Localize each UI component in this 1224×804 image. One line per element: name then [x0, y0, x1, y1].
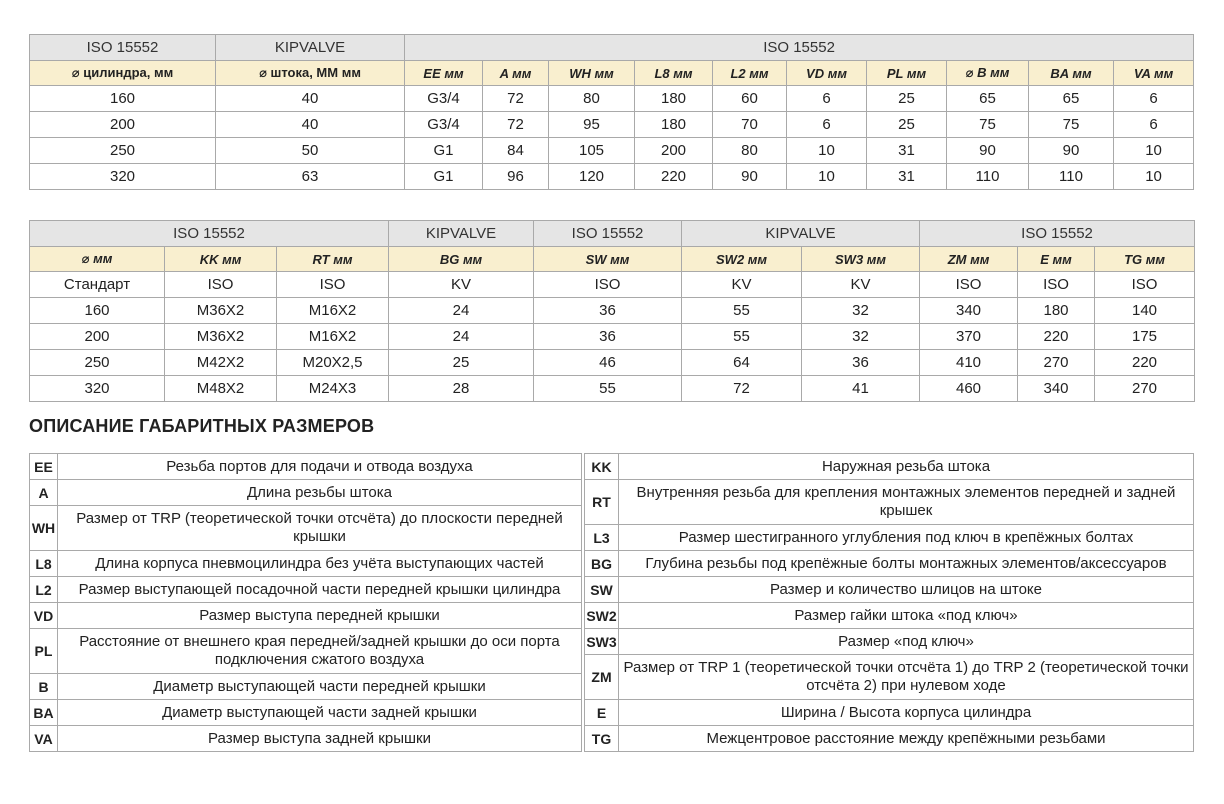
table-cell: 75: [1029, 112, 1114, 138]
column-header: EE мм: [405, 61, 483, 86]
table-cell: 25: [867, 86, 947, 112]
description-row: [585, 551, 1194, 577]
dimension-description: Размер гайки штока «под ключ»: [619, 603, 1194, 629]
table-cell: 25: [389, 350, 534, 376]
table-cell: 40: [216, 86, 405, 112]
table-cell: 80: [549, 86, 635, 112]
dimension-code: SW: [585, 577, 619, 603]
table-cell: 6: [787, 86, 867, 112]
table-cell: 31: [867, 164, 947, 190]
table-cell: 96: [483, 164, 549, 190]
dimension-description: Диаметр выступающей части задней крышки: [58, 700, 582, 726]
table-cell: 10: [1114, 138, 1194, 164]
table-cell: 55: [682, 298, 802, 324]
dimension-description: Глубина резьбы под крепёжные болты монтажных элементов/аксессуаров: [619, 551, 1194, 577]
table-cell: ISO: [534, 272, 682, 298]
table-cell: 200: [635, 138, 713, 164]
table-cell: G3/4: [405, 112, 483, 138]
table-row: [30, 350, 1195, 376]
description-row: [585, 603, 1194, 629]
table-cell: 200: [30, 112, 216, 138]
table-cell: M42X2: [165, 350, 277, 376]
table-cell: M20X2,5: [277, 350, 389, 376]
description-row: [30, 726, 582, 752]
table-cell: 180: [635, 86, 713, 112]
dimension-code: BA: [30, 700, 58, 726]
dimension-code: VA: [30, 726, 58, 752]
table-header-row: [30, 35, 1194, 61]
dimension-code: SW3: [585, 629, 619, 655]
table-cell: 250: [30, 350, 165, 376]
column-header: TG мм: [1095, 247, 1195, 272]
description-row: [30, 480, 582, 506]
table-cell: 180: [635, 112, 713, 138]
table-cell: 65: [1029, 86, 1114, 112]
dimension-description: Длина корпуса пневмоцилиндра без учёта выступающих частей: [58, 551, 582, 577]
table-cell: 10: [1114, 164, 1194, 190]
column-header: BA мм: [1029, 61, 1114, 86]
description-row: [30, 674, 582, 700]
description-row: [30, 700, 582, 726]
table-cell: M36X2: [165, 298, 277, 324]
column-group-header: ISO 15552: [30, 221, 389, 247]
table-row: [30, 376, 1195, 402]
table-cell: 55: [534, 376, 682, 402]
description-row: [30, 454, 582, 480]
dimension-description: Ширина / Высота корпуса цилиндра: [619, 700, 1194, 726]
table-cell: G1: [405, 164, 483, 190]
description-row: [585, 700, 1194, 726]
table-cell: 72: [483, 112, 549, 138]
column-group-header: KIPVALVE: [682, 221, 920, 247]
description-row: [30, 577, 582, 603]
table-cell: 75: [947, 112, 1029, 138]
table-cell: 46: [534, 350, 682, 376]
table-cell: 36: [802, 350, 920, 376]
column-group-header: ISO 15552: [534, 221, 682, 247]
dimension-code: ZM: [585, 655, 619, 700]
table-cell: 70: [713, 112, 787, 138]
table-cell: 320: [30, 164, 216, 190]
table-cell: 63: [216, 164, 405, 190]
table-cell: 95: [549, 112, 635, 138]
table-cell: 84: [483, 138, 549, 164]
table-cell: M16X2: [277, 324, 389, 350]
table-cell: 250: [30, 138, 216, 164]
column-header: VA мм: [1114, 61, 1194, 86]
table-cell: 105: [549, 138, 635, 164]
column-header: RT мм: [277, 247, 389, 272]
column-header: ⌀ B мм: [947, 61, 1029, 86]
table-cell: 160: [30, 86, 216, 112]
description-row: [585, 525, 1194, 551]
description-row: [585, 577, 1194, 603]
description-row: [30, 629, 582, 674]
column-header: L2 мм: [713, 61, 787, 86]
table-cell: 200: [30, 324, 165, 350]
dimension-description: Расстояние от внешнего края передней/задней крышки до оси порта подключения сжатого воздуха: [58, 629, 582, 674]
dimension-description: Диаметр выступающей части передней крышки: [58, 674, 582, 700]
table-row: [30, 164, 1194, 190]
table-cell: 80: [713, 138, 787, 164]
table-cell: 6: [1114, 112, 1194, 138]
table-row: [30, 86, 1194, 112]
section-heading: ОПИСАНИЕ ГАБАРИТНЫХ РАЗМЕРОВ: [29, 416, 375, 436]
dimension-description: Размер «под ключ»: [619, 629, 1194, 655]
dimension-description: Размер от TRP 1 (теоретической точки отсчёта 1) до TRP 2 (теоретической точки отсчёта 2) при нулевом ходе: [619, 655, 1194, 700]
table-cell: ISO: [1095, 272, 1195, 298]
table-cell: 270: [1018, 350, 1095, 376]
column-header: SW3 мм: [802, 247, 920, 272]
table-cell: ISO: [920, 272, 1018, 298]
dimension-description: Размер и количество шлицов на штоке: [619, 577, 1194, 603]
table-cell: 160: [30, 298, 165, 324]
table-subheader-row: [30, 61, 1194, 86]
column-header: ⌀ штока, ММ мм: [216, 61, 405, 86]
table-cell: 60: [713, 86, 787, 112]
dimension-description: Длина резьбы штока: [58, 480, 582, 506]
column-group-header: ISO 15552: [405, 35, 1194, 61]
column-header: ZM мм: [920, 247, 1018, 272]
dimension-description: Внутренняя резьба для крепления монтажных элементов передней и задней крышек: [619, 480, 1194, 525]
column-group-header: KIPVALVE: [389, 221, 534, 247]
table-cell: 40: [216, 112, 405, 138]
table-cell: KV: [682, 272, 802, 298]
dimension-code: EE: [30, 454, 58, 480]
table-cell: 340: [1018, 376, 1095, 402]
dimension-code: SW2: [585, 603, 619, 629]
table-cell: 90: [947, 138, 1029, 164]
table-cell: 270: [1095, 376, 1195, 402]
table-cell: 220: [1018, 324, 1095, 350]
table-cell: 120: [549, 164, 635, 190]
dimension-description: Межцентровое расстояние между крепёжными резьбами: [619, 726, 1194, 752]
dimension-code: BG: [585, 551, 619, 577]
dimension-description: Размер от TRP (теоретической точки отсчёта) до плоскости передней крышки: [58, 506, 582, 551]
description-row: [30, 551, 582, 577]
table-cell: 175: [1095, 324, 1195, 350]
column-group-header: KIPVALVE: [216, 35, 405, 61]
table-cell: 24: [389, 298, 534, 324]
table-cell: 36: [534, 324, 682, 350]
column-header: KK мм: [165, 247, 277, 272]
table-row: [30, 138, 1194, 164]
dimension-description: Размер выступа передней крышки: [58, 603, 582, 629]
dimension-code: E: [585, 700, 619, 726]
column-header: ⌀ цилиндра, мм: [30, 61, 216, 86]
description-row: [585, 726, 1194, 752]
table-header-row: [30, 221, 1195, 247]
table-cell: 25: [867, 112, 947, 138]
table-cell: KV: [802, 272, 920, 298]
description-row: [585, 655, 1194, 700]
dimensions-table-2: [29, 220, 1195, 402]
description-table-left: [29, 453, 582, 752]
table-row: [30, 272, 1195, 298]
table-cell: 10: [787, 164, 867, 190]
table-cell: 110: [947, 164, 1029, 190]
table-cell: 220: [1095, 350, 1195, 376]
table-cell: 220: [635, 164, 713, 190]
table-cell: 110: [1029, 164, 1114, 190]
table-row: [30, 112, 1194, 138]
table-cell: 140: [1095, 298, 1195, 324]
dimension-code: PL: [30, 629, 58, 674]
table-cell: 72: [682, 376, 802, 402]
table-cell: 36: [534, 298, 682, 324]
column-group-header: ISO 15552: [920, 221, 1195, 247]
table-cell: 28: [389, 376, 534, 402]
dimension-code: VD: [30, 603, 58, 629]
dimension-description: Размер выступа задней крышки: [58, 726, 582, 752]
column-header: VD мм: [787, 61, 867, 86]
dimension-code: KK: [585, 454, 619, 480]
column-group-header: ISO 15552: [30, 35, 216, 61]
table-cell: 65: [947, 86, 1029, 112]
dimension-code: B: [30, 674, 58, 700]
description-row: [585, 480, 1194, 525]
table-cell: 90: [1029, 138, 1114, 164]
column-header: BG мм: [389, 247, 534, 272]
dimension-code: WH: [30, 506, 58, 551]
table-cell: 10: [787, 138, 867, 164]
table-subheader-row: [30, 247, 1195, 272]
table-cell: 55: [682, 324, 802, 350]
table-cell: 370: [920, 324, 1018, 350]
column-header: WH мм: [549, 61, 635, 86]
table-cell: 410: [920, 350, 1018, 376]
table-row: [30, 324, 1195, 350]
table-cell: KV: [389, 272, 534, 298]
dimension-code: L3: [585, 525, 619, 551]
dimensions-table-1: [29, 34, 1194, 190]
table-cell: 6: [787, 112, 867, 138]
dimension-description: Размер шестигранного углубления под ключ в крепёжных болтах: [619, 525, 1194, 551]
column-header: ⌀ мм: [30, 247, 165, 272]
column-header: L8 мм: [635, 61, 713, 86]
description-row: [30, 506, 582, 551]
description-row: [585, 454, 1194, 480]
table-cell: M36X2: [165, 324, 277, 350]
dimension-description: Резьба портов для подачи и отвода воздуха: [58, 454, 582, 480]
table-cell: 24: [389, 324, 534, 350]
table-cell: 50: [216, 138, 405, 164]
table-cell: M16X2: [277, 298, 389, 324]
dimension-code: RT: [585, 480, 619, 525]
table-cell: 72: [483, 86, 549, 112]
table-cell: 460: [920, 376, 1018, 402]
description-row: [30, 603, 582, 629]
table-cell: ISO: [165, 272, 277, 298]
table-cell: 32: [802, 324, 920, 350]
column-header: SW2 мм: [682, 247, 802, 272]
dimension-code: A: [30, 480, 58, 506]
table-cell: 180: [1018, 298, 1095, 324]
description-row: [585, 629, 1194, 655]
table-cell: 31: [867, 138, 947, 164]
dimension-code: L2: [30, 577, 58, 603]
dimension-code: TG: [585, 726, 619, 752]
table-cell: 340: [920, 298, 1018, 324]
dimension-code: L8: [30, 551, 58, 577]
table-row: [30, 298, 1195, 324]
table-cell: M24X3: [277, 376, 389, 402]
table-cell: 32: [802, 298, 920, 324]
table-cell: 64: [682, 350, 802, 376]
column-header: PL мм: [867, 61, 947, 86]
table-cell: 320: [30, 376, 165, 402]
table-cell: G3/4: [405, 86, 483, 112]
column-header: E мм: [1018, 247, 1095, 272]
dimension-description: Размер выступающей посадочной части передней крышки цилиндра: [58, 577, 582, 603]
table-cell: 6: [1114, 86, 1194, 112]
description-table-right: [584, 453, 1194, 752]
table-cell: 41: [802, 376, 920, 402]
table-cell: M48X2: [165, 376, 277, 402]
table-cell: ISO: [277, 272, 389, 298]
column-header: SW мм: [534, 247, 682, 272]
table-cell: G1: [405, 138, 483, 164]
table-cell: 90: [713, 164, 787, 190]
dimension-description: Наружная резьба штока: [619, 454, 1194, 480]
table-cell: Стандарт: [30, 272, 165, 298]
column-header: A мм: [483, 61, 549, 86]
table-cell: ISO: [1018, 272, 1095, 298]
